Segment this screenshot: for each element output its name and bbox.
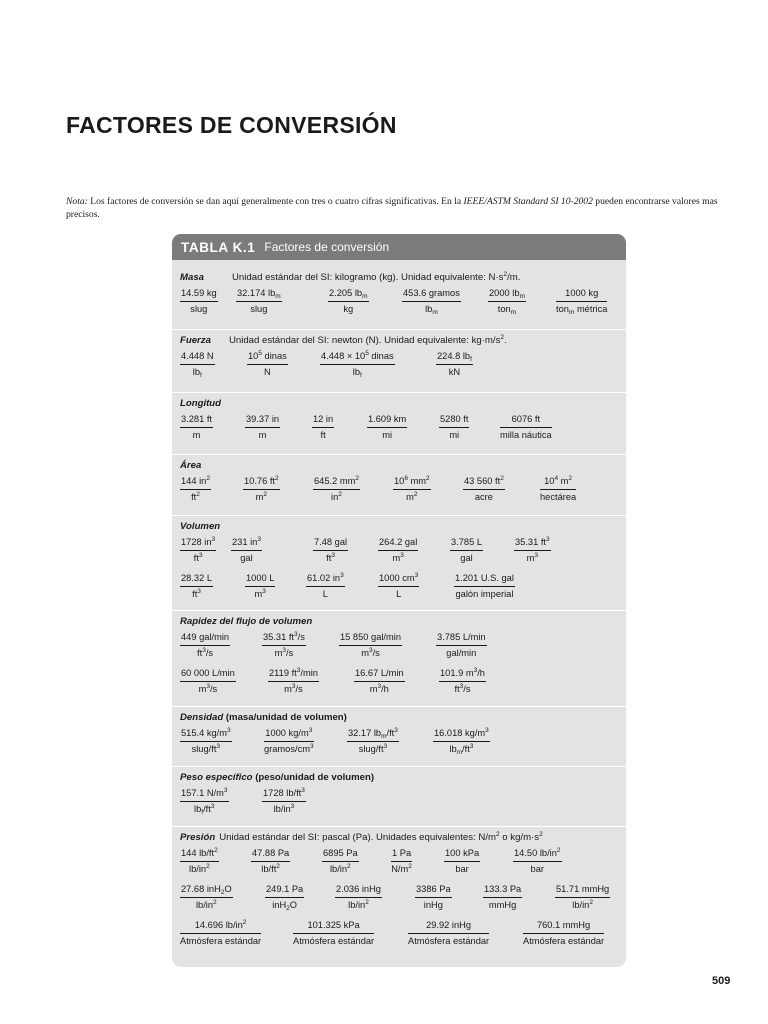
conversion-factor [180, 728, 232, 755]
factor-numerator: 35.31 $ft^3$ [515, 536, 550, 547]
factor-numerator: 2119 $ft^3/\min$ [269, 667, 318, 678]
factor-denominator: $N/m^2$ [391, 862, 412, 874]
factor-numerator: 231 $in^3$ [232, 536, 261, 547]
conversion-factor [245, 414, 280, 441]
section-suffix: (masa/unidad de volumen) [223, 712, 347, 723]
conversion-factor [180, 668, 236, 695]
factor-numerator: 2000 $lb_m$ [489, 288, 525, 300]
factor-denominator: $lb/ft^2$ [261, 862, 280, 874]
section-title-fuerza: Fuerza Unidad estándar del SI: newton (N). Unidad equivalente: $kg\cdot m/s^2$. [180, 334, 507, 346]
factor-denominator: Atmósfera estándar [180, 935, 262, 946]
factor-denominator: N [264, 366, 271, 377]
factor-numerator: 15 850 gal/min [340, 632, 401, 642]
conversion-table [172, 234, 626, 967]
conversion-factor [444, 848, 480, 875]
conversion-factor [328, 288, 369, 315]
factor-denominator: mmHg [488, 899, 517, 910]
section-title-presion: Presión Unidad estándar del SI: pascal (Pa). Unidades equivalentes: $N/m^2$ o $kg/m\cdot s^2$ [180, 831, 543, 843]
factor-denominator: $lb/in^2$ [329, 862, 351, 874]
factor-denominator: galón imperial [455, 588, 514, 599]
factor-numerator: 1 Pa [392, 848, 412, 858]
conversion-factor [262, 632, 306, 659]
factor-numerator: 449 gal/min [181, 632, 230, 642]
conversion-factor [436, 351, 473, 378]
factor-numerator: 515.4 $kg/m^3$ [181, 727, 231, 738]
factor-numerator: 14.696 $lb/in^2$ [194, 919, 247, 930]
conversion-factor [180, 848, 219, 875]
factor-denominator: $m^3$ [526, 551, 538, 563]
factor-denominator: $lb/in^2$ [572, 898, 593, 910]
factor-numerator: 47.88 Pa [252, 848, 290, 858]
factor-denominator: Atmósfera estándar [293, 935, 375, 946]
conversion-factor [320, 351, 395, 378]
factor-numerator: 6895 Pa [323, 848, 358, 858]
factor-denominator: $ft^3$ [193, 551, 203, 563]
section-title-area: Área [180, 460, 202, 471]
factor-denominator: m [192, 429, 201, 440]
factor-numerator: 32.17 $lb_m/ft^3$ [348, 727, 398, 740]
conversion-factor [488, 288, 526, 315]
factor-numerator: 1.201 U.S. gal [455, 573, 514, 583]
conversion-factor [265, 884, 304, 911]
factor-numerator: 3.785 L/min [437, 632, 486, 642]
factor-denominator: $m^3$ [392, 551, 404, 563]
page-title: FACTORES DE CONVERSIÓN [66, 112, 397, 138]
factor-denominator: mi [382, 429, 393, 440]
factor-denominator: $lb_m$ [425, 303, 438, 316]
section-divider [172, 329, 626, 330]
factor-denominator: $lb/in^2$ [189, 862, 210, 874]
factor-numerator: 39.37 in [246, 414, 280, 424]
factor-numerator: 14.50 $lb/in^2$ [514, 847, 561, 858]
factor-numerator: 1728 $lb/ft^3$ [263, 787, 305, 798]
factor-denominator: gal [240, 552, 253, 563]
factor-numerator: 144 $lb/ft^2$ [181, 847, 218, 858]
conversion-factor [367, 414, 407, 441]
factor-numerator: 14.59 kg [181, 288, 217, 298]
factor-denominator: ton$_m$ métrica [556, 303, 608, 316]
conversion-factor [312, 414, 334, 441]
factor-denominator: L [396, 588, 402, 599]
section-suffix: (peso/unidad de volumen) [252, 772, 375, 783]
section-description: Unidad estándar del SI: pascal (Pa). Unidades equivalentes: $N/m^2$ o $kg/m\cdot s^2$ [219, 831, 543, 843]
conversion-factor [264, 728, 314, 755]
conversion-factor [415, 884, 452, 911]
factor-numerator: 4.448 N [181, 351, 214, 361]
conversion-factor [556, 288, 607, 315]
factor-numerator: 29.92 inHg [426, 920, 472, 930]
factor-numerator: 3386 Pa [416, 884, 451, 894]
conversion-factor [433, 728, 490, 755]
factor-denominator: kN [448, 366, 461, 377]
factor-denominator: m [258, 429, 267, 440]
conversion-factor [439, 414, 469, 441]
factor-denominator: $m^3/s$ [361, 646, 380, 658]
factor-numerator: 1000 kg [565, 288, 599, 298]
section-title-longitud: Longitud [180, 398, 222, 409]
factor-denominator: ton$_m$ [497, 303, 517, 316]
conversion-factor [313, 476, 360, 503]
section-title-masa: Masa Unidad estándar del SI: kilogramo (kg). Unidad equivalente: $N\cdot s^2/m$. [180, 271, 521, 283]
conversion-factor [393, 476, 431, 503]
conversion-factor [523, 920, 604, 947]
factor-denominator: gramos/$cm^3$ [264, 742, 314, 754]
conversion-factor [180, 632, 230, 659]
section-divider [172, 515, 626, 516]
factor-numerator: 249.1 Pa [266, 884, 304, 894]
factor-denominator: Atmósfera estándar [408, 935, 490, 946]
conversion-factor [293, 920, 374, 947]
factor-numerator: 51.71 mmHg [556, 884, 610, 894]
factor-denominator: ft [320, 429, 326, 440]
factor-denominator: L [322, 588, 328, 599]
factor-numerator: 35.31 $ft^3/s$ [263, 631, 305, 642]
factor-numerator: $10^4$ $m^2$ [544, 475, 573, 486]
factor-numerator: 100 kPa [445, 848, 480, 858]
conversion-factor [313, 537, 348, 564]
factor-numerator: $10^6$ $mm^2$ [394, 475, 430, 486]
factor-denominator: inH$_2$O [272, 899, 298, 912]
factor-denominator: $lb/in^2$ [348, 898, 369, 910]
factor-denominator: $lb_f$ [352, 366, 362, 379]
section-divider [172, 392, 626, 393]
note-label: Nota: [66, 196, 88, 207]
factor-denominator: hectárea [540, 491, 577, 502]
factor-denominator: $lb_m/ft^3$ [449, 742, 474, 756]
section-title-rapidez-del-flujo-de-volumen: Rapidez del flujo de volumen [180, 616, 313, 627]
factor-denominator: slug [190, 303, 208, 314]
conversion-factor [354, 668, 405, 695]
conversion-factor [322, 848, 359, 875]
conversion-factor [391, 848, 412, 875]
factor-denominator: $lb_f$ [192, 366, 202, 379]
note-text-end: pueden encontrarse valores mas precisos. [66, 196, 718, 220]
factor-numerator: 1000 L [246, 573, 275, 583]
factor-denominator: inHg [423, 899, 443, 910]
factor-numerator: 32.174 $lb_m$ [237, 288, 281, 300]
factor-numerator: 101.9 $m^3/h$ [440, 667, 485, 678]
conversion-factor [454, 573, 515, 600]
factor-numerator: 2.036 inHg [336, 884, 381, 894]
factor-denominator: $lb/in^3$ [273, 802, 295, 814]
factor-denominator: bar [530, 863, 544, 874]
conversion-factor [463, 476, 505, 503]
factor-numerator: 7.48 gal [314, 537, 348, 547]
factor-denominator: $m^3/s$ [284, 682, 303, 694]
section-divider [172, 826, 626, 827]
factor-numerator: 264.2 gal [379, 537, 418, 547]
factor-denominator: $ft^3/s$ [197, 646, 214, 658]
factor-numerator: 6076 ft [511, 414, 541, 424]
conversion-factor [180, 884, 233, 911]
factor-numerator: 133.3 Pa [484, 884, 522, 894]
factor-numerator: 5280 ft [440, 414, 469, 424]
factor-denominator: mi [449, 429, 460, 440]
factor-numerator: 157.1 $N/m^3$ [181, 787, 228, 798]
conversion-factor [339, 632, 402, 659]
factor-numerator: 12 in [313, 414, 334, 424]
conversion-factor [180, 537, 216, 564]
factor-denominator: kg [343, 303, 354, 314]
conversion-factor [180, 288, 218, 315]
factor-denominator: bar [455, 863, 469, 874]
factor-numerator: 144 $in^2$ [181, 475, 210, 486]
conversion-factor [347, 728, 399, 755]
factor-numerator: 3.785 L [451, 537, 483, 547]
factor-denominator: gal [460, 552, 473, 563]
conversion-factor [439, 668, 486, 695]
conversion-factor [268, 668, 319, 695]
table-header [172, 234, 626, 260]
section-title-volumen: Volumen [180, 521, 221, 532]
conversion-factor [450, 537, 483, 564]
factor-numerator: 101.325 kPa [307, 920, 360, 930]
section-divider [172, 610, 626, 611]
conversion-factor [514, 537, 551, 564]
conversion-factor [483, 884, 522, 911]
factor-denominator: slug [250, 303, 268, 314]
conversion-factor [247, 351, 288, 378]
section-divider [172, 706, 626, 707]
conversion-factor [236, 288, 282, 315]
conversion-factor [540, 476, 576, 503]
factor-numerator: 28.32 L [181, 573, 213, 583]
factor-denominator: $ft^3$ [192, 587, 201, 599]
factor-denominator: $lb/in^2$ [195, 898, 217, 910]
factor-numerator: 224.8 $lb_f$ [437, 351, 472, 363]
conversion-factor [251, 848, 290, 875]
conversion-factor [500, 414, 552, 441]
conversion-factor [180, 351, 215, 378]
factor-numerator: 3.281 ft [181, 414, 213, 424]
section-description: Unidad estándar del SI: kilogramo (kg). Unidad equivalente: $N\cdot s^2/m$. [232, 271, 521, 283]
factor-numerator: 27.68 inH$_2$O [181, 884, 232, 896]
factor-numerator: 1728 $in^3$ [181, 536, 216, 547]
conversion-factor [243, 476, 280, 503]
factor-denominator: slug/$ft^3$ [358, 742, 388, 754]
conversion-factor [513, 848, 562, 875]
conversion-factor [262, 788, 306, 815]
factor-numerator: 43 560 $ft^2$ [464, 475, 504, 486]
conversion-factor [180, 788, 229, 815]
conversion-factor [245, 573, 275, 600]
note-paragraph [66, 195, 736, 221]
factor-numerator: 60 000 L/min [181, 668, 235, 678]
factor-denominator: $m^2$ [406, 490, 418, 502]
factor-numerator: 61.02 $in^3$ [307, 572, 344, 583]
factor-denominator: $ft^3$ [326, 551, 335, 563]
factor-numerator: 645.2 $mm^2$ [314, 475, 359, 486]
factor-denominator: Atmósfera estándar [523, 935, 605, 946]
factor-numerator: 1000 $kg/m^3$ [265, 727, 313, 738]
factor-numerator: 16.018 $kg/m^3$ [434, 727, 489, 738]
note-text: Los factores de conversión se dan aquí generalmente con tres o cuatro cifras significativas. En la [87, 196, 464, 207]
factor-denominator: $m^2$ [255, 490, 267, 502]
factor-numerator: $10^5$ dinas [248, 350, 287, 361]
factor-numerator: 2.205 $lb_m$ [329, 288, 368, 300]
factor-denominator: $in^2$ [331, 490, 342, 502]
conversion-factor [180, 573, 213, 600]
conversion-factor [378, 537, 418, 564]
factor-denominator: $m^3/h$ [369, 682, 389, 694]
factor-numerator: 1.609 km [368, 414, 407, 424]
factor-denominator: $m^3/s$ [274, 646, 294, 658]
factor-denominator: $lb_f/ft^3$ [194, 802, 215, 816]
note-standard: IEEE/ASTM Standard SI 10-2002 [463, 196, 593, 207]
factor-numerator: 10.76 $ft^2$ [244, 475, 279, 486]
factor-numerator: 453.6 gramos [403, 288, 460, 298]
factor-denominator: $m^3/s$ [198, 682, 218, 694]
conversion-factor [180, 920, 261, 947]
section-title-peso-especifico: Peso específico (peso/unidad de volumen) [180, 772, 375, 783]
factor-denominator: acre [474, 491, 493, 502]
conversion-factor [402, 288, 461, 315]
factor-denominator: milla náutica [500, 429, 552, 440]
factor-denominator: slug/$ft^3$ [191, 742, 221, 754]
conversion-factor [555, 884, 610, 911]
factor-numerator: 760.1 mmHg [536, 920, 591, 930]
factor-numerator: 1000 $cm^3$ [379, 572, 419, 583]
conversion-factor [306, 573, 345, 600]
conversion-factor [335, 884, 382, 911]
page-number: 509 [712, 975, 731, 987]
conversion-factor [180, 414, 213, 441]
factor-numerator: 16.67 L/min [355, 668, 404, 678]
conversion-factor [231, 537, 262, 564]
factor-denominator: $ft^3/s$ [454, 682, 471, 694]
conversion-factor [408, 920, 489, 947]
factor-numerator: $4.448 \times 10^5$ dinas [321, 350, 394, 361]
table-caption: Factores de conversión [264, 240, 390, 254]
section-title-densidad: Densidad (masa/unidad de volumen) [180, 712, 347, 723]
factor-denominator: gal/min [446, 647, 477, 658]
section-divider [172, 766, 626, 767]
factor-denominator: $ft^2$ [191, 490, 200, 502]
section-divider [172, 454, 626, 455]
factor-denominator: $m^3$ [254, 587, 266, 599]
conversion-factor [180, 476, 211, 503]
table-number: TABLA K.1 [181, 239, 256, 255]
conversion-factor [378, 573, 419, 600]
conversion-factor [436, 632, 487, 659]
section-description: Unidad estándar del SI: newton (N). Unidad equivalente: $kg\cdot m/s^2$. [228, 334, 507, 346]
